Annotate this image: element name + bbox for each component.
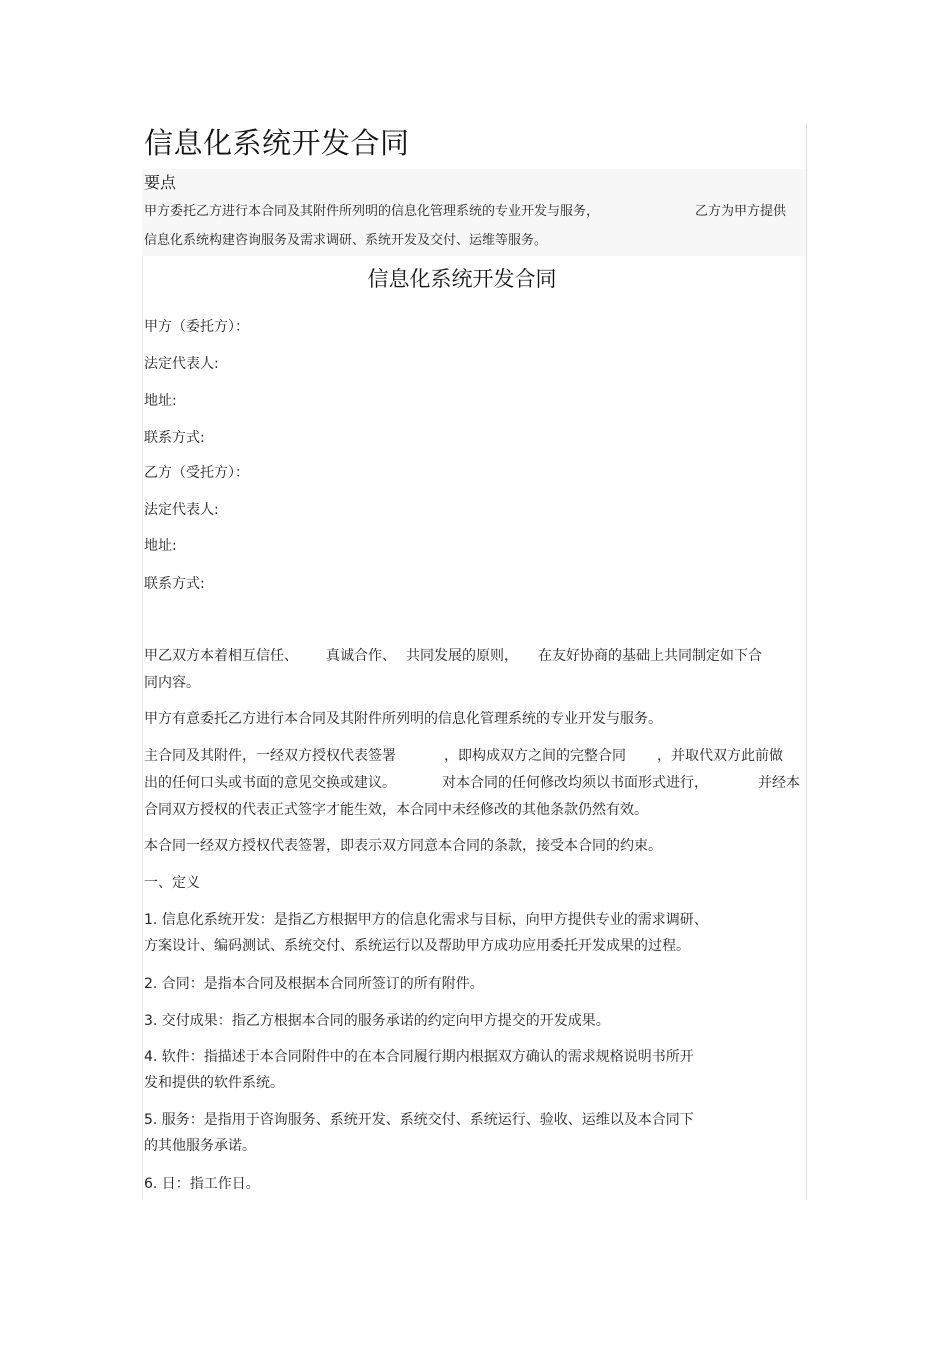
definition-4-line-2: 发和提供的软件系统。 xyxy=(144,1075,284,1091)
definition-4-line-1: 4. 软件：指描述于本合同附件中的在本合同履行期内根据双方确认的需求规格说明书所开 xyxy=(144,1049,694,1065)
paragraph-1-part-a: 甲乙双方本着相互信任、 xyxy=(144,648,298,664)
definition-2: 2. 合同：是指本合同及根据本合同所签订的所有附件。 xyxy=(144,976,484,992)
party-a-representative: 法定代表人: xyxy=(144,356,219,372)
contract-title: 信息化系统开发合同 xyxy=(367,267,557,291)
party-b-label: 乙方（受托方）： xyxy=(144,465,249,481)
definition-3: 3. 交付成果：指乙方根据本合同的服务承诺的约定向甲方提交的开发成果。 xyxy=(144,1013,610,1029)
summary-line-1-part-b: 乙方为甲方提供 xyxy=(695,204,787,219)
paragraph-1-line-2: 同内容。 xyxy=(144,675,200,691)
paragraph-3-part-f: 并经本 xyxy=(758,775,800,791)
party-b-contact: 联系方式: xyxy=(144,576,205,592)
party-b-representative: 法定代表人: xyxy=(144,502,219,518)
summary-heading: 要点 xyxy=(144,173,177,192)
definition-5-line-2: 的其他服务承诺。 xyxy=(144,1138,256,1154)
summary-line-2: 信息化系统构建咨询服务及需求调研、系统开发及交付、运维等服务。 xyxy=(144,233,548,248)
paragraph-3-part-b: ，即构成双方之间的完整合同 xyxy=(444,748,626,764)
party-b-address: 地址: xyxy=(144,538,177,554)
paragraph-3-part-e: 对本合同的任何修改均须以书面形式进行， xyxy=(442,775,708,791)
party-a-address: 地址: xyxy=(144,393,177,409)
definition-6: 6. 日：指工作日。 xyxy=(144,1176,260,1192)
paragraph-3-part-c: ，并取代双方此前做 xyxy=(657,748,783,764)
summary-line-1-part-a: 甲方委托乙方进行本合同及其附件所列明的信息化管理系统的专业开发与服务， xyxy=(144,204,600,219)
paragraph-3-part-a: 主合同及其附件，一经双方授权代表签署 xyxy=(144,748,396,764)
party-a-label: 甲方（委托方）： xyxy=(144,319,249,335)
paragraph-3-line-3: 合同双方授权的代表正式签字才能生效，本合同中未经修改的其他条款仍然有效。 xyxy=(144,802,648,818)
paragraph-1-part-d: 在友好协商的基础上共同制定如下合 xyxy=(538,648,762,664)
paragraph-4: 本合同一经双方授权代表签署，即表示双方同意本合同的条款，接受本合同的约束。 xyxy=(144,838,662,854)
paragraph-1-part-c: 共同发展的原则， xyxy=(406,648,518,664)
document-title: 信息化系统开发合同 xyxy=(144,126,410,160)
party-a-contact: 联系方式: xyxy=(144,430,205,446)
paragraph-2: 甲方有意委托乙方进行本合同及其附件所列明的信息化管理系统的专业开发与服务。 xyxy=(144,711,662,727)
definition-1-line-2: 方案设计、编码测试、系统交付、系统运行以及帮助甲方成功应用委托开发成果的过程。 xyxy=(144,938,690,954)
paragraph-3-part-d: 出的任何口头或书面的意见交换或建议。 xyxy=(144,775,396,791)
definition-1-line-1: 1. 信息化系统开发：是指乙方根据甲方的信息化需求与目标，向甲方提供专业的需求调研、 xyxy=(144,912,708,928)
section-heading-definitions: 一、定义 xyxy=(144,875,200,891)
paragraph-1-part-b: 真诚合作、 xyxy=(326,648,396,664)
page-left-rule xyxy=(142,256,143,1200)
definition-5-line-1: 5. 服务：是指用于咨询服务、系统开发、系统交付、系统运行、验收、运维以及本合同下 xyxy=(144,1112,694,1128)
